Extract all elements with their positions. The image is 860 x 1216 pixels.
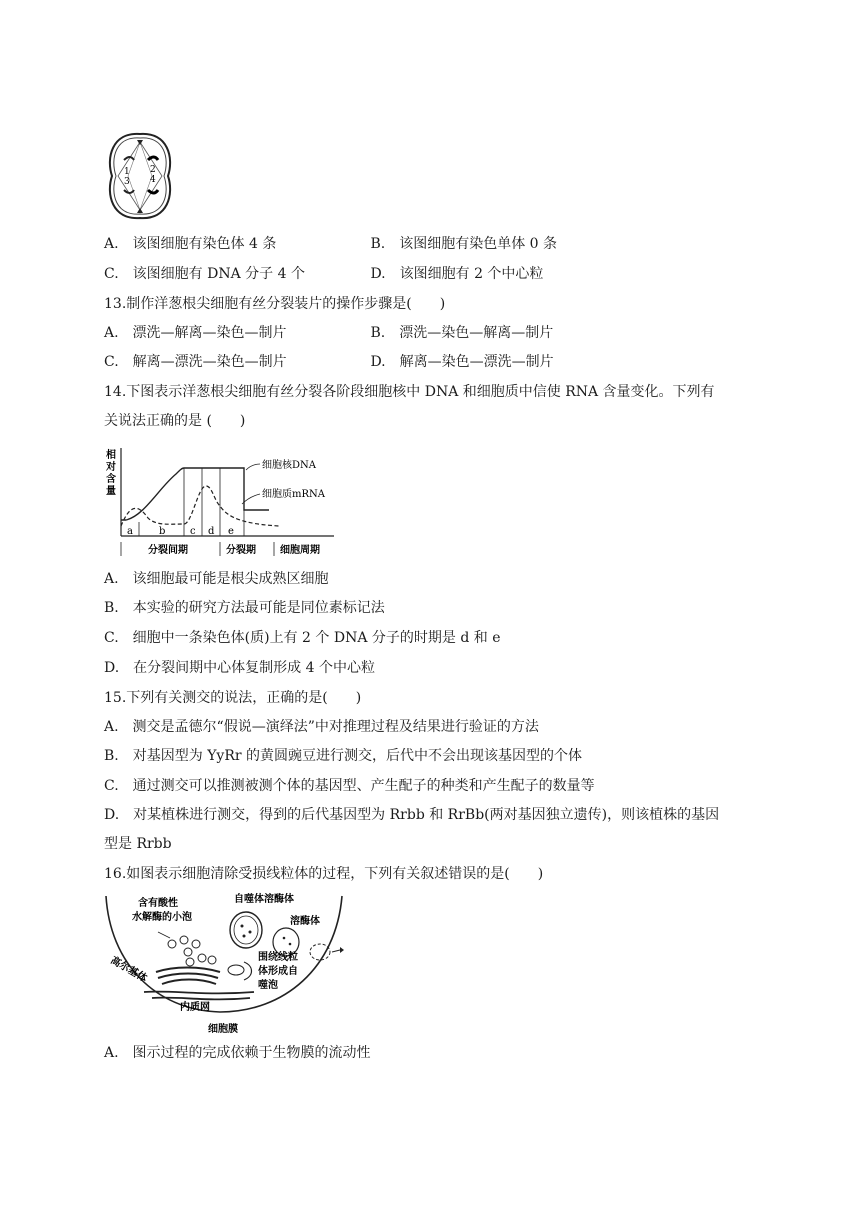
label-wrap-1: 围绕线粒 [258,952,298,963]
q13-option-a[interactable]: A. 漂洗—解离—染色—制片 [104,325,287,341]
q14-option-a[interactable]: A. 该细胞最可能是根尖成熟区细胞 [104,571,329,587]
chromosome-label-3: 3 [124,177,130,187]
phase-label-a: a [127,526,133,537]
phase-label-e: e [228,526,234,537]
label-lysosome: 溶酶体 [290,916,320,927]
x-group-interphase: 分裂间期 [148,545,188,556]
q13-option-d[interactable]: D. 解离—染色—漂洗—制片 [370,354,554,370]
q15-option-c[interactable]: C. 通过测交可以推测被测个体的基因型、产生配子的种类和产生配子的数量等 [104,778,595,794]
q13-option-c[interactable]: C. 解离—漂洗—染色—制片 [104,354,287,370]
chromosome-label-1: 1 [124,167,130,177]
q13-options-row1 [104,323,553,343]
chromosome-label-4: 4 [150,175,156,185]
q15-option-a[interactable]: A. 测交是孟德尔“假说—演绎法”中对推理过程及结果进行验证的方法 [104,719,539,735]
q12-option-c[interactable]: C. 该图细胞有 DNA 分子 4 个 [104,266,305,282]
q12-cell-figure [104,128,176,224]
q15-stem: 15.下列有关测交的说法，正确的是( ) [104,690,362,706]
label-membrane: 细胞膜 [208,1024,238,1035]
y-label-3: 含 [106,474,116,485]
q12-options-row2 [104,264,543,284]
q14-stem-line2: 关说法正确的是 ( ) [104,413,246,429]
dna-series-label: 细胞核DNA [262,460,316,471]
chromosome-label-2: 2 [150,165,156,175]
y-label-2: 对 [106,462,116,473]
q14-option-c[interactable]: C. 细胞中一条染色体(质)上有 2 个 DNA 分子的时期是 d 和 e [104,630,501,646]
q14-stem-line1: 14.下图表示洋葱根尖细胞有丝分裂各阶段细胞核中 DNA 和细胞质中信使 RNA 含量变化。下列有 [104,384,715,400]
label-vesicle-1: 含有酸性 [138,898,178,909]
q16-figure [104,892,354,1038]
phase-label-b: b [159,526,166,537]
q15-option-d-continued: 型是 Rrbb [104,836,172,852]
label-er: 内质网 [180,1002,210,1013]
q12-options-row1 [104,234,557,254]
q15-option-b[interactable]: B. 对基因型为 YyRr 的黄圆豌豆进行测交，后代中不会出现该基因型的个体 [104,748,583,764]
y-label-1: 相 [106,450,116,461]
q13-option-b[interactable]: B. 漂洗—染色—解离—制片 [370,325,554,341]
x-group-cycle: 细胞周期 [280,545,320,556]
label-wrap-2: 体形成自 [258,966,298,977]
q16-option-a[interactable]: A. 图示过程的完成依赖于生物膜的流动性 [104,1045,371,1061]
q16-stem: 16.如图表示细胞清除受损线粒体的过程，下列有关叙述错误的是( ) [104,866,544,882]
y-label-4: 量 [106,486,116,497]
label-autolysosome: 自噬体溶酶体 [234,894,294,905]
x-group-division: 分裂期 [226,545,256,556]
label-vesicle-2: 水解酶的小泡 [132,912,192,923]
phase-label-c: c [190,526,196,537]
q13-stem: 13.制作洋葱根尖细胞有丝分裂装片的操作步骤是( ) [104,296,446,312]
q13-options-row2 [104,352,554,372]
q14-graph [104,444,344,560]
q15-option-d[interactable]: D. 对某植株进行测交，得到的后代基因型为 Rrbb 和 RrBb(两对基因独立遗传)，则该植株的基因 [104,807,720,823]
mrna-series-label: 细胞质mRNA [262,489,325,500]
phase-label-d: d [208,526,215,537]
q12-option-a[interactable]: A. 该图细胞有染色体 4 条 [104,236,277,252]
q12-option-d[interactable]: D. 该图细胞有 2 个中心粒 [370,266,544,282]
label-wrap-3: 噬泡 [258,980,278,991]
q14-option-b[interactable]: B. 本实验的研究方法最可能是同位素标记法 [104,600,385,616]
q12-option-b[interactable]: B. 该图细胞有染色单体 0 条 [370,236,557,252]
label-golgi: 高尔基体 [108,955,149,985]
q14-option-d[interactable]: D. 在分裂间期中心体复制形成 4 个中心粒 [104,660,375,676]
